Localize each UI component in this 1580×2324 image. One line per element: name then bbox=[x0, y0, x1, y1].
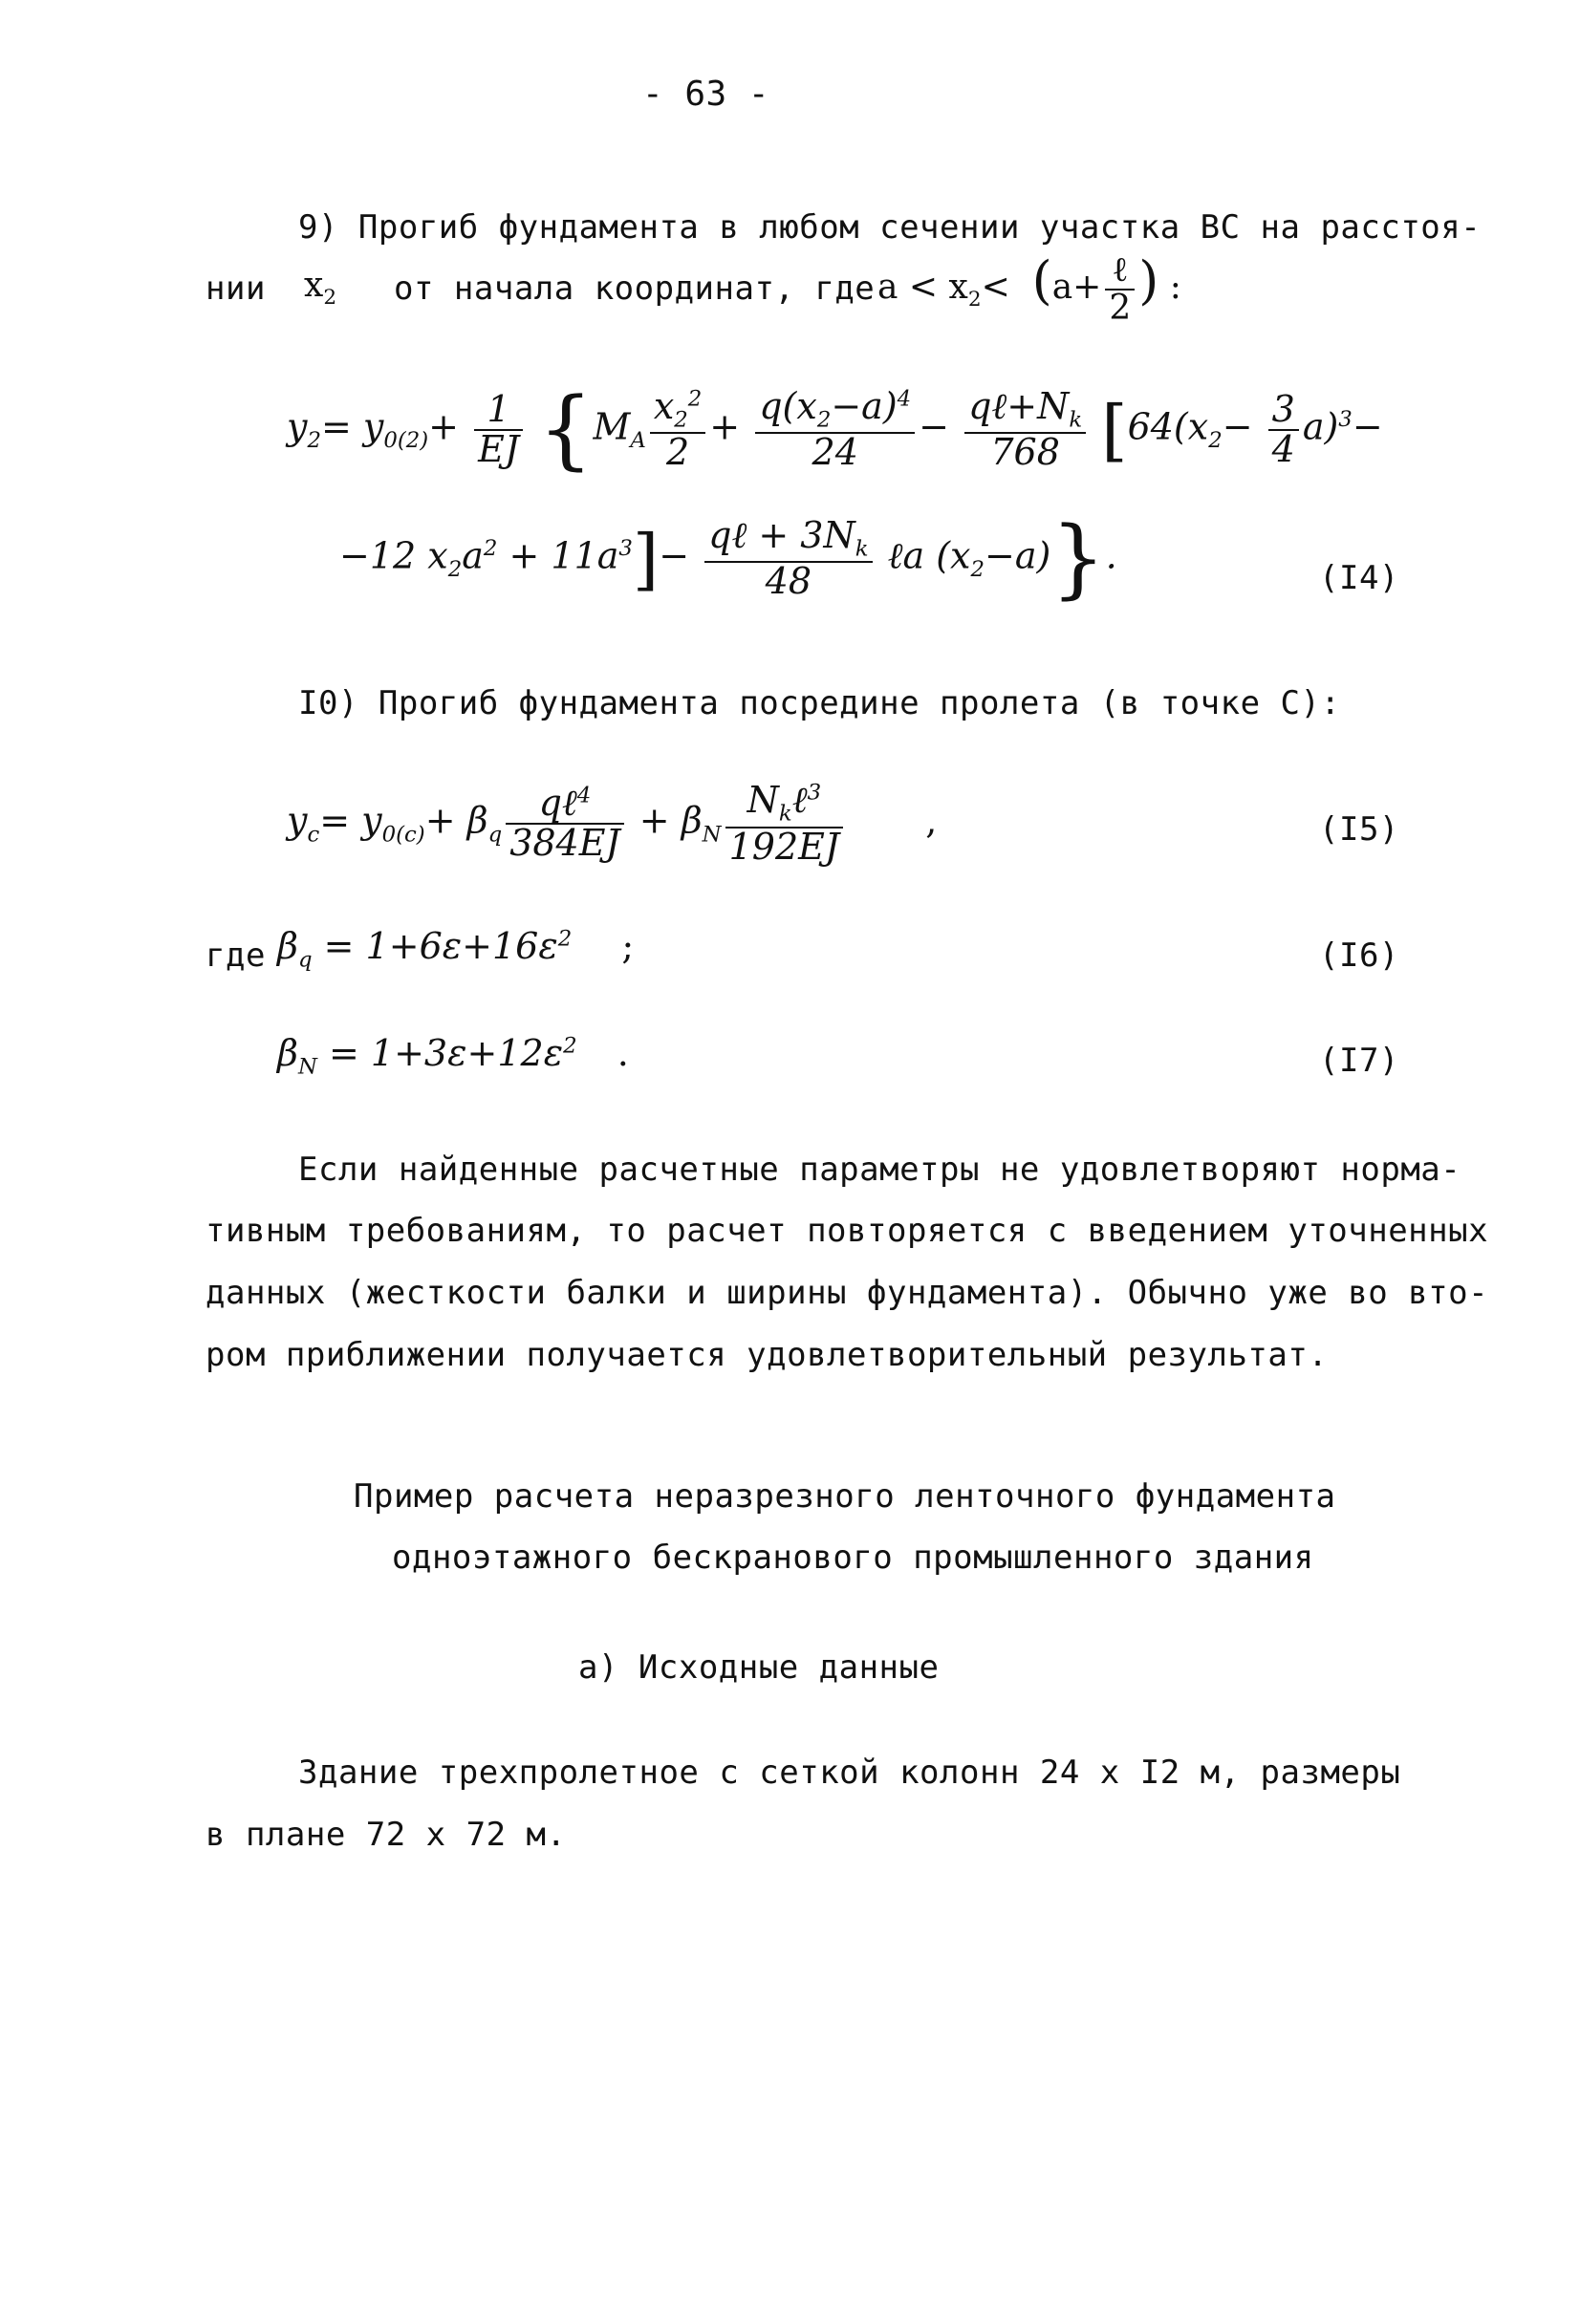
building-line-1: Здание трехпролетное с сеткой колонн 24 x I2 м, размеры bbox=[298, 1754, 1401, 1792]
page-number: - 63 - bbox=[642, 75, 770, 114]
example-heading-line-2: одноэтажного бескранового промышленного здания bbox=[392, 1539, 1314, 1577]
example-heading-line-1: Пример расчета неразрезного ленточного фундамента bbox=[354, 1477, 1336, 1516]
equation-16-where: где bbox=[206, 936, 266, 975]
equation-14-line1: $y_2= y_{0(2)}+$ $\frac{1}{EJ}$ {$M_A$ $\frac{x_2^2}{2}$ + $\frac{q(x_2-a)^4}{24}$ − $\frac{q\ell+N_k}{768}$ [$64(x_2-$ $\frac{3}{4}$ a)$^3$− bbox=[287, 379, 1383, 480]
paragraph-line-3: данных (жесткости балки и ширины фундамента). Обычно уже во вто- bbox=[206, 1274, 1489, 1312]
paragraph-line-4: ром приближении получается удовлетворительный результат. bbox=[206, 1336, 1329, 1374]
equation-17: $\beta_N = 1+3\varepsilon+12\varepsilon^2$ . bbox=[277, 1032, 629, 1080]
item9-line2-mid: от начала координат, где bbox=[394, 269, 876, 308]
equation-16: $\beta_q = 1+6\varepsilon+16\varepsilon^2$ ; bbox=[277, 925, 635, 973]
building-line-2: в плане 72 x 72 м. bbox=[206, 1816, 567, 1854]
item10-text: I0) Прогиб фундамента посредине пролета (в точке С): bbox=[298, 684, 1341, 722]
item9-range-condition: $a < x_2< (a+$ $\frac{\text{ℓ}}{2}$ ) : bbox=[877, 250, 1181, 328]
paragraph-line-1: Если найденные расчетные параметры не удовлетворяют норма- bbox=[298, 1151, 1461, 1189]
equation-17-number: (I7) bbox=[1319, 1042, 1399, 1080]
item9-x2-variable: $x_2$ bbox=[304, 266, 337, 311]
equation-14-number: (I4) bbox=[1319, 559, 1399, 597]
equation-15-number: (I5) bbox=[1319, 810, 1399, 849]
item9-line2-start: нии bbox=[206, 269, 266, 308]
equation-14-line2: −12 $x_2a^2 + 11a^3]-$ $\frac{q\ell + 3N_k}{48}$ ℓa $(x_2-a)$}. bbox=[339, 508, 1117, 609]
equation-15: $y_c= y_{0(c)}+ \beta_q$ $\frac{q\ell^4}{384EJ}$ + $\beta_N$ $\frac{N_k\ell^3}{192EJ}$ , bbox=[287, 779, 938, 868]
paragraph-line-2: тивным требованиям, то расчет повторяется с введением уточненных bbox=[206, 1212, 1489, 1250]
subheading: а) Исходные данные bbox=[578, 1648, 940, 1687]
equation-16-number: (I6) bbox=[1319, 936, 1399, 975]
item9-line1: 9) Прогиб фундамента в любом сечении участка ВС на расстоя- bbox=[298, 208, 1482, 247]
